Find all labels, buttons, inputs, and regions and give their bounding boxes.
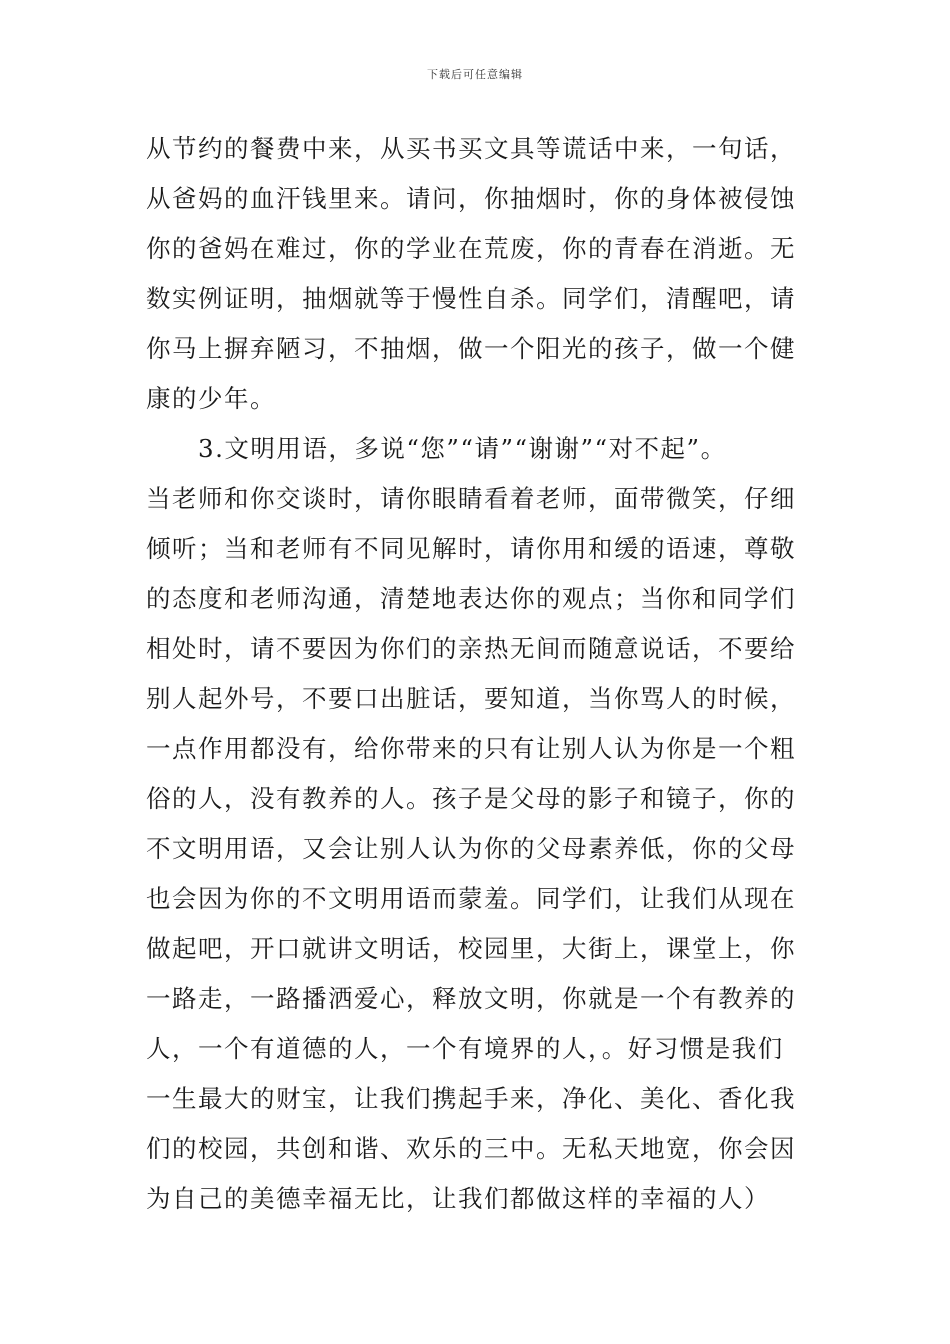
- text-line: 数实例证明，抽烟就等于慢性自杀。同学们，清醒吧，请: [146, 284, 796, 313]
- document-body: [146, 124, 836, 1224]
- text-line: 从节约的餐费中来，从买书买文具等谎话中来，一句话，: [146, 134, 796, 163]
- text-line: 一生最大的财宝，让我们携起手来，净化、美化、香化我: [146, 1084, 796, 1113]
- text-line: 别人起外号，不要口出脏话，要知道，当你骂人的时候，: [146, 684, 796, 713]
- text-line: 也会因为你的不文明用语而蒙羞。同学们，让我们从现在: [146, 884, 796, 913]
- text-line: 一点作用都没有，给你带来的只有让别人认为你是一个粗: [146, 734, 796, 763]
- section-heading-line: 3.文明用语，多说“您”“请”“谢谢”“对不起”。: [198, 434, 727, 463]
- text-line: 们的校园，共创和谐、欢乐的三中。无私天地宽，你会因: [146, 1134, 796, 1163]
- text-line: 为自己的美德幸福无比，让我们都做这样的幸福的人）: [146, 1184, 770, 1213]
- text-line: 你的爸妈在难过，你的学业在荒废，你的青春在消逝。无: [146, 234, 796, 263]
- text-line: 康的少年。: [146, 384, 276, 413]
- text-line: 不文明用语，又会让别人认为你的父母素养低，你的父母: [146, 834, 796, 863]
- text-line: 倾听；当和老师有不同见解时，请你用和缓的语速，尊敬: [146, 534, 796, 563]
- header-note: 下载后可任意编辑: [427, 68, 523, 81]
- text-line: 当老师和你交谈时，请你眼睛看着老师，面带微笑，仔细: [146, 484, 796, 513]
- text-line: 俗的人，没有教养的人。孩子是父母的影子和镜子，你的: [146, 784, 796, 813]
- text-line: 人，一个有道德的人，一个有境界的人，。好习惯是我们: [146, 1034, 784, 1063]
- text-line: 做起吧，开口就讲文明话，校园里，大街上，课堂上，你: [146, 934, 796, 963]
- text-line: 从爸妈的血汗钱里来。请问，你抽烟时，你的身体被侵蚀: [146, 184, 796, 213]
- text-line: 相处时，请不要因为你们的亲热无间而随意说话，不要给: [146, 634, 796, 663]
- text-line: 你马上摒弃陋习，不抽烟，做一个阳光的孩子，做一个健: [146, 334, 796, 363]
- text-line: 一路走，一路播洒爱心，释放文明，你就是一个有教养的: [146, 984, 796, 1013]
- text-line: 的态度和老师沟通，清楚地表达你的观点；当你和同学们: [146, 584, 796, 613]
